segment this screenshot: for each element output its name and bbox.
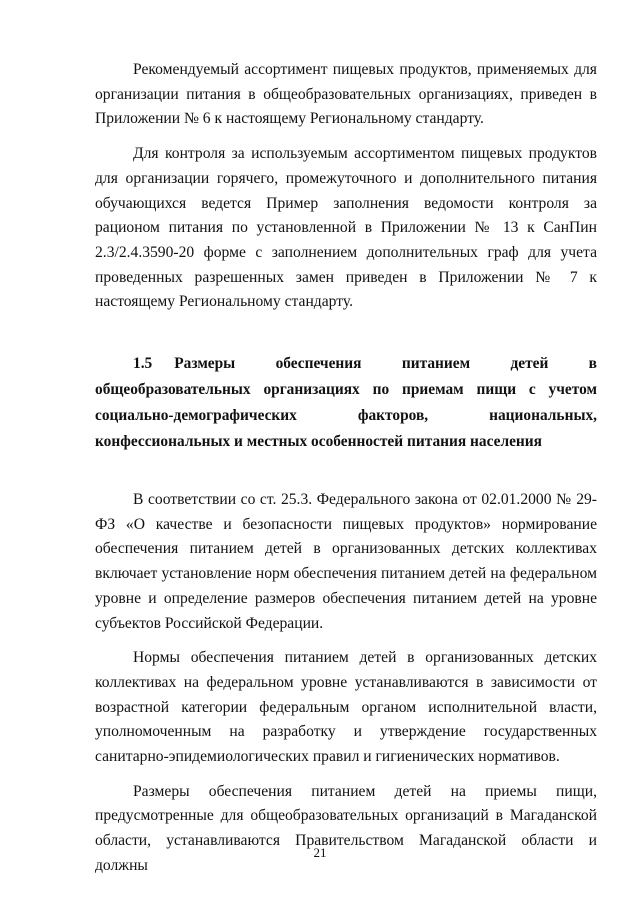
- page-number: 21: [313, 845, 327, 860]
- document-page: [95, 58, 597, 879]
- paragraph-assortment: Рекомендуемый ассортимент пищевых продуктов, применяемых для организации питания в общеобразовательных организациях, приведен в Приложении № 6 к настоящему Региональному стандарту.: [95, 61, 597, 128]
- paragraph-sizes: Размеры обеспечения питанием детей на приемы пищи, предусмотренные для общеобразовательных организаций в Магаданской области, устанавливаются Правительством Магаданской области и должны: [95, 782, 597, 874]
- paragraph-federal-law: В соответствии со ст. 25.3. Федерального закона от 02.01.2000 № 29-ФЗ «О качестве и безопасности пищевых продуктов» нормирование обеспечения питанием детей в организованных детских коллективах включает установление норм обеспечения питанием детей на федеральном уровне и определение размеров обеспечения питанием детей на уровне субъектов Российской Федерации.: [95, 491, 597, 632]
- paragraph-control: Для контроля за используемым ассортиментом пищевых продуктов для организации горячего, промежуточного и дополнительного питания обучающихся ведется Пример заполнения ведомости контроля за рационом питания по установленной в Приложении № 13 к СанПин 2.3/2.4.3590-20 форме с заполнением дополнительных граф для учета проведенных разрешенных замен приведен в Приложении № 7 к настоящему Региональному стандарту.: [95, 145, 597, 311]
- section-heading: [95, 351, 597, 455]
- section-title: Размеры обеспечения питанием детей в общеобразовательных организациях по приемам пищи с учетом социально-демографических факторов, национальных, конфессиональных и местных особенностей питания населения: [95, 355, 597, 451]
- section-number: 1.5: [133, 355, 153, 373]
- paragraph-norms: Нормы обеспечения питанием детей в организованных детских коллективах на федеральном уровне устанавливаются в зависимости от возрастной категории федеральным органом исполнительной власти, уполномоченным на разработку и утверждение государственных санитарно-эпидемиологических правил и гигиенических нормативов.: [95, 649, 597, 766]
